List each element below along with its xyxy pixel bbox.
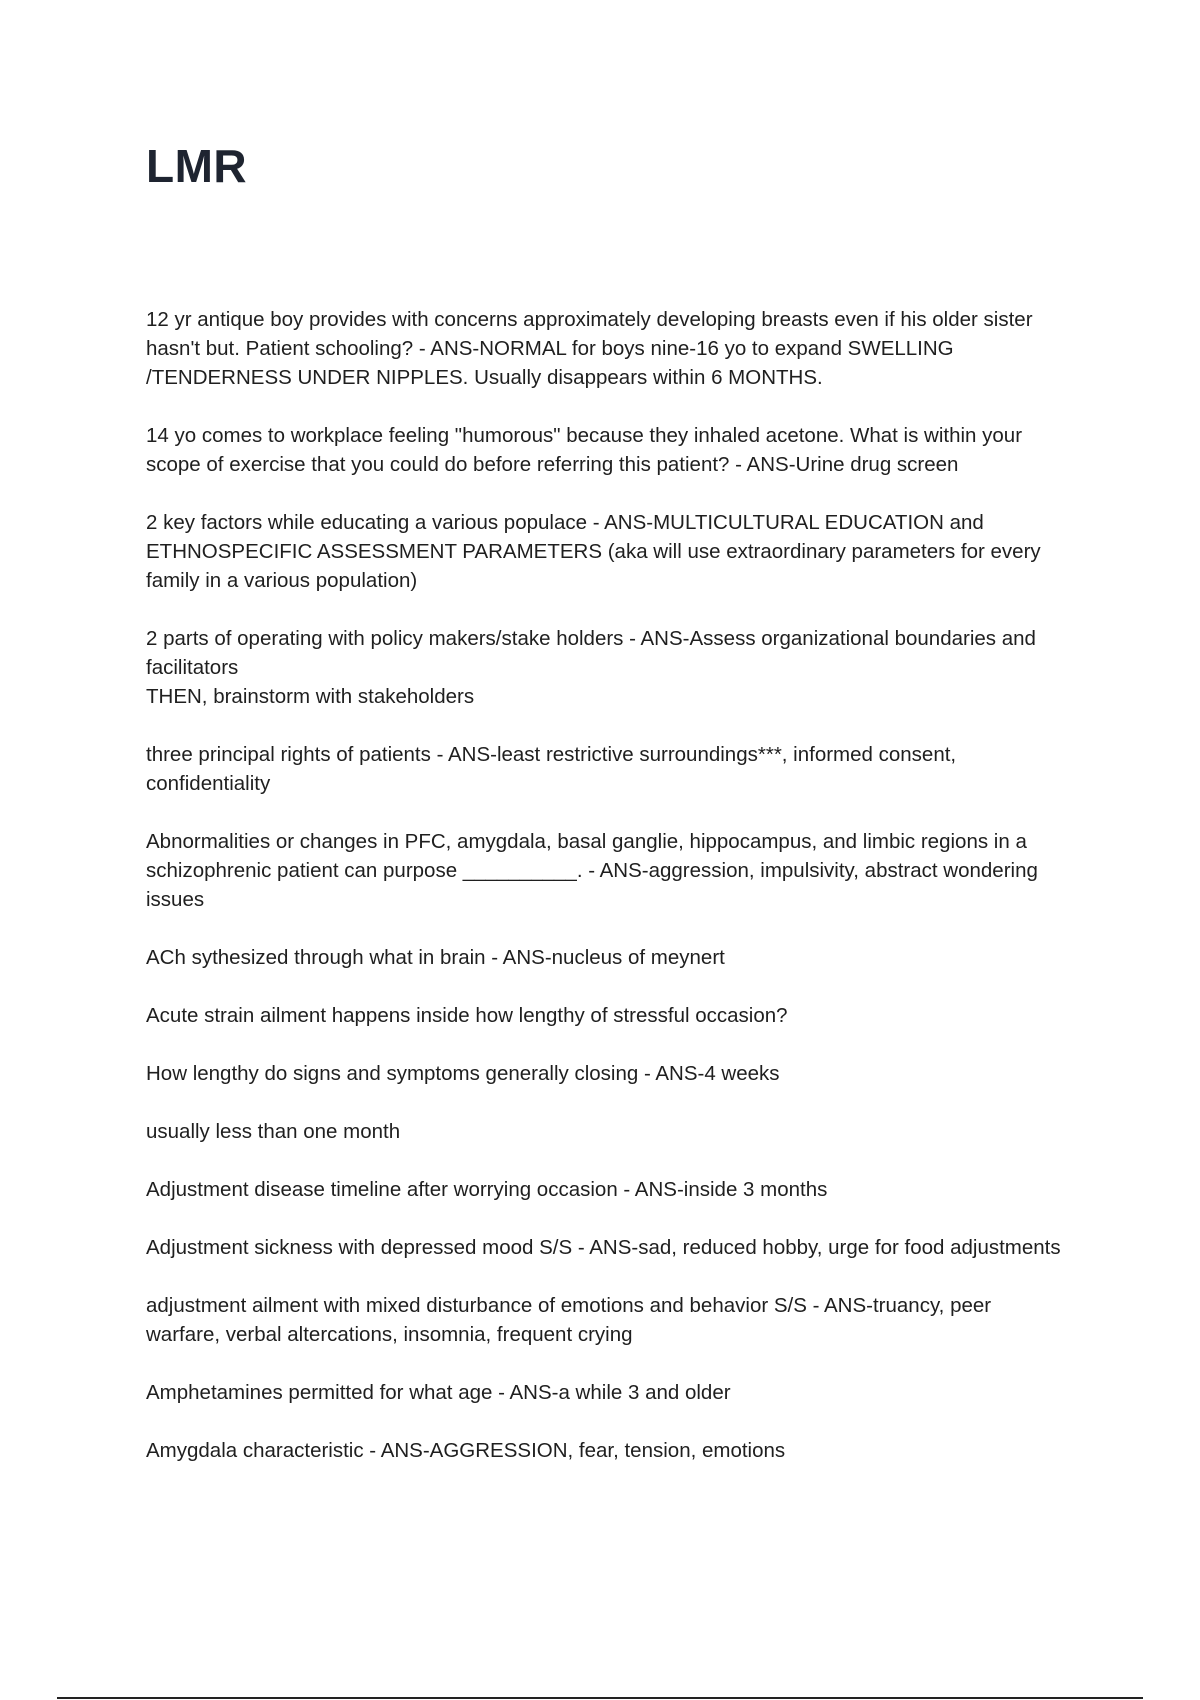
qa-item: Adjustment sickness with depressed mood S/S - ANS-sad, reduced hobby, urge for food adjustments <box>146 1236 1061 1259</box>
qa-item: 12 yr antique boy provides with concerns approximately developing breasts even if his older sister hasn't but. Patient schooling? - ANS-NORMAL for boys nine-16 yo to expand SWELLING /TENDERNESS UNDER NIPPLES. Usually disappears within 6 MONTHS. <box>146 308 1033 389</box>
qa-item: Amphetamines permitted for what age - ANS-a while 3 and older <box>146 1381 731 1404</box>
qa-item: adjustment ailment with mixed disturbance of emotions and behavior S/S - ANS-truancy, peer warfare, verbal altercations, insomnia, frequent crying <box>146 1294 992 1346</box>
page-divider <box>57 1697 1143 1699</box>
qa-list <box>146 305 1066 1494</box>
qa-item: Amygdala characteristic - ANS-AGGRESSION, fear, tension, emotions <box>146 1439 786 1462</box>
qa-item: 14 yo comes to workplace feeling "humorous" because they inhaled acetone. What is within your scope of exercise that you could do before referring this patient? - ANS-Urine drug screen <box>146 424 1023 476</box>
qa-item: Abnormalities or changes in PFC, amygdala, basal ganglie, hippocampus, and limbic regions in a schizophrenic patient can purpose __________. - ANS-aggression, impulsivity, abstract wondering issues <box>146 830 1038 911</box>
qa-item: Acute strain ailment happens inside how lengthy of stressful occasion? <box>146 1004 788 1027</box>
qa-item: Adjustment disease timeline after worrying occasion - ANS-inside 3 months <box>146 1178 828 1201</box>
qa-item: ACh sythesized through what in brain - ANS-nucleus of meynert <box>146 946 725 969</box>
page-title: LMR <box>146 140 248 192</box>
qa-item: 2 key factors while educating a various populace - ANS-MULTICULTURAL EDUCATION and ETHNOSPECIFIC ASSESSMENT PARAMETERS (aka will use extraordinary parameters for every family in a various population) <box>146 511 1041 592</box>
qa-item: usually less than one month <box>146 1120 401 1143</box>
qa-item: How lengthy do signs and symptoms generally closing - ANS-4 weeks <box>146 1062 780 1085</box>
qa-item: 2 parts of operating with policy makers/stake holders - ANS-Assess organizational boundaries and facilitators THEN, brainstorm with stakeholders <box>146 627 1036 708</box>
qa-item: three principal rights of patients - ANS-least restrictive surroundings***, informed consent, confidentiality <box>146 743 957 795</box>
